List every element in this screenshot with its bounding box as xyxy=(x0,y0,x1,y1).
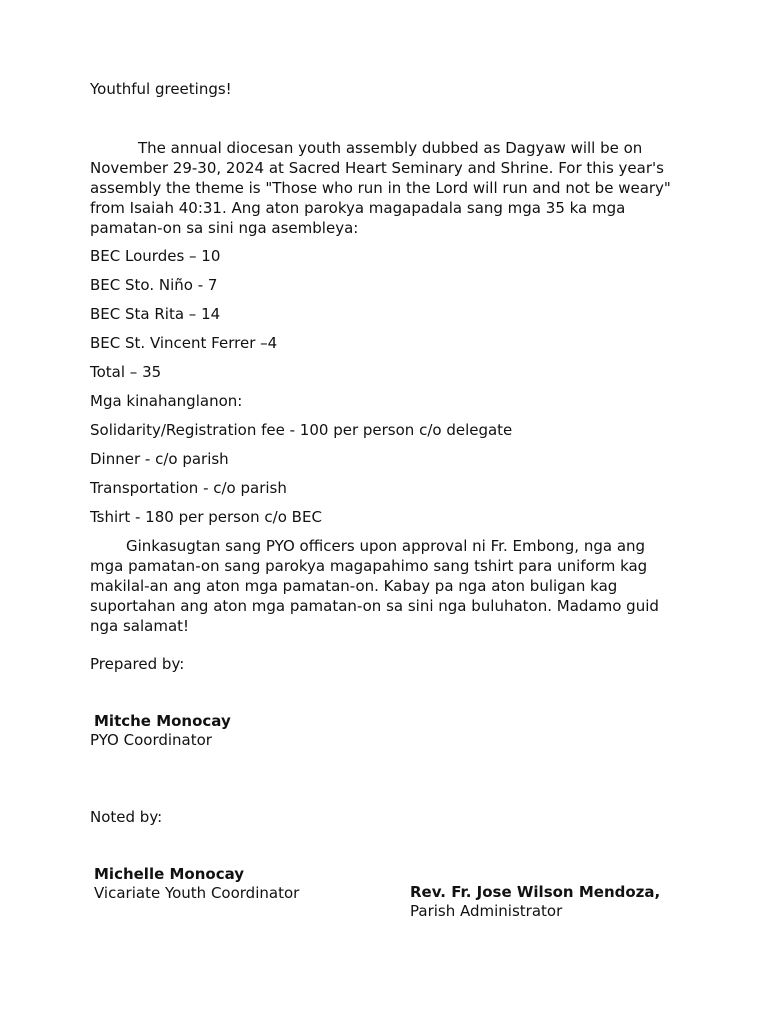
noter2-name: Rev. Fr. Jose Wilson Mendoza, xyxy=(410,883,661,901)
intro-paragraph: The annual diocesan youth assembly dubbed as Dagyaw will be on November 29-30, 2024 at Sacred Heart Seminary and Shrine. For this year's assembly the theme is "Those who run in the Lord will run and not be weary" from Isaiah 40:31. Ang aton parokya magapadala sang mga 35 ka mga pamatan-on sa sini nga asembleya: xyxy=(90,139,671,237)
delegate-item: BEC St. Vincent Ferrer –4 xyxy=(90,334,278,352)
noted-by-label: Noted by: xyxy=(90,808,163,826)
preparer-name: Mitche Monocay xyxy=(94,712,231,730)
greeting: Youthful greetings! xyxy=(90,80,232,98)
delegate-item: BEC Sta Rita – 14 xyxy=(90,305,221,323)
needs-heading: Mga kinahanglanon: xyxy=(90,392,243,410)
delegate-item: BEC Lourdes – 10 xyxy=(90,247,221,265)
need-item: Tshirt - 180 per person c/o BEC xyxy=(90,508,322,526)
need-item: Solidarity/Registration fee - 100 per person c/o delegate xyxy=(90,421,513,439)
need-item: Dinner - c/o parish xyxy=(90,450,229,468)
closing-paragraph: Ginkasugtan sang PYO officers upon approval ni Fr. Embong, nga ang mga pamatan-on sang parokya magapahimo sang tshirt para uniform kag makilal-an ang aton mga pamatan-on. Kabay pa nga aton buligan kag suportahan ang aton mga pamatan-on sa sini nga buluhaton. Madamo guid nga salamat! xyxy=(90,537,659,635)
noter1-title: Vicariate Youth Coordinator xyxy=(94,884,300,902)
delegate-item: BEC Sto. Niño - 7 xyxy=(90,276,218,294)
noter2-title: Parish Administrator xyxy=(410,902,563,920)
noter1-name: Michelle Monocay xyxy=(94,865,245,883)
preparer-title: PYO Coordinator xyxy=(90,731,212,749)
delegate-total: Total – 35 xyxy=(90,363,162,381)
prepared-by-label: Prepared by: xyxy=(90,655,185,673)
need-item: Transportation - c/o parish xyxy=(90,479,287,497)
